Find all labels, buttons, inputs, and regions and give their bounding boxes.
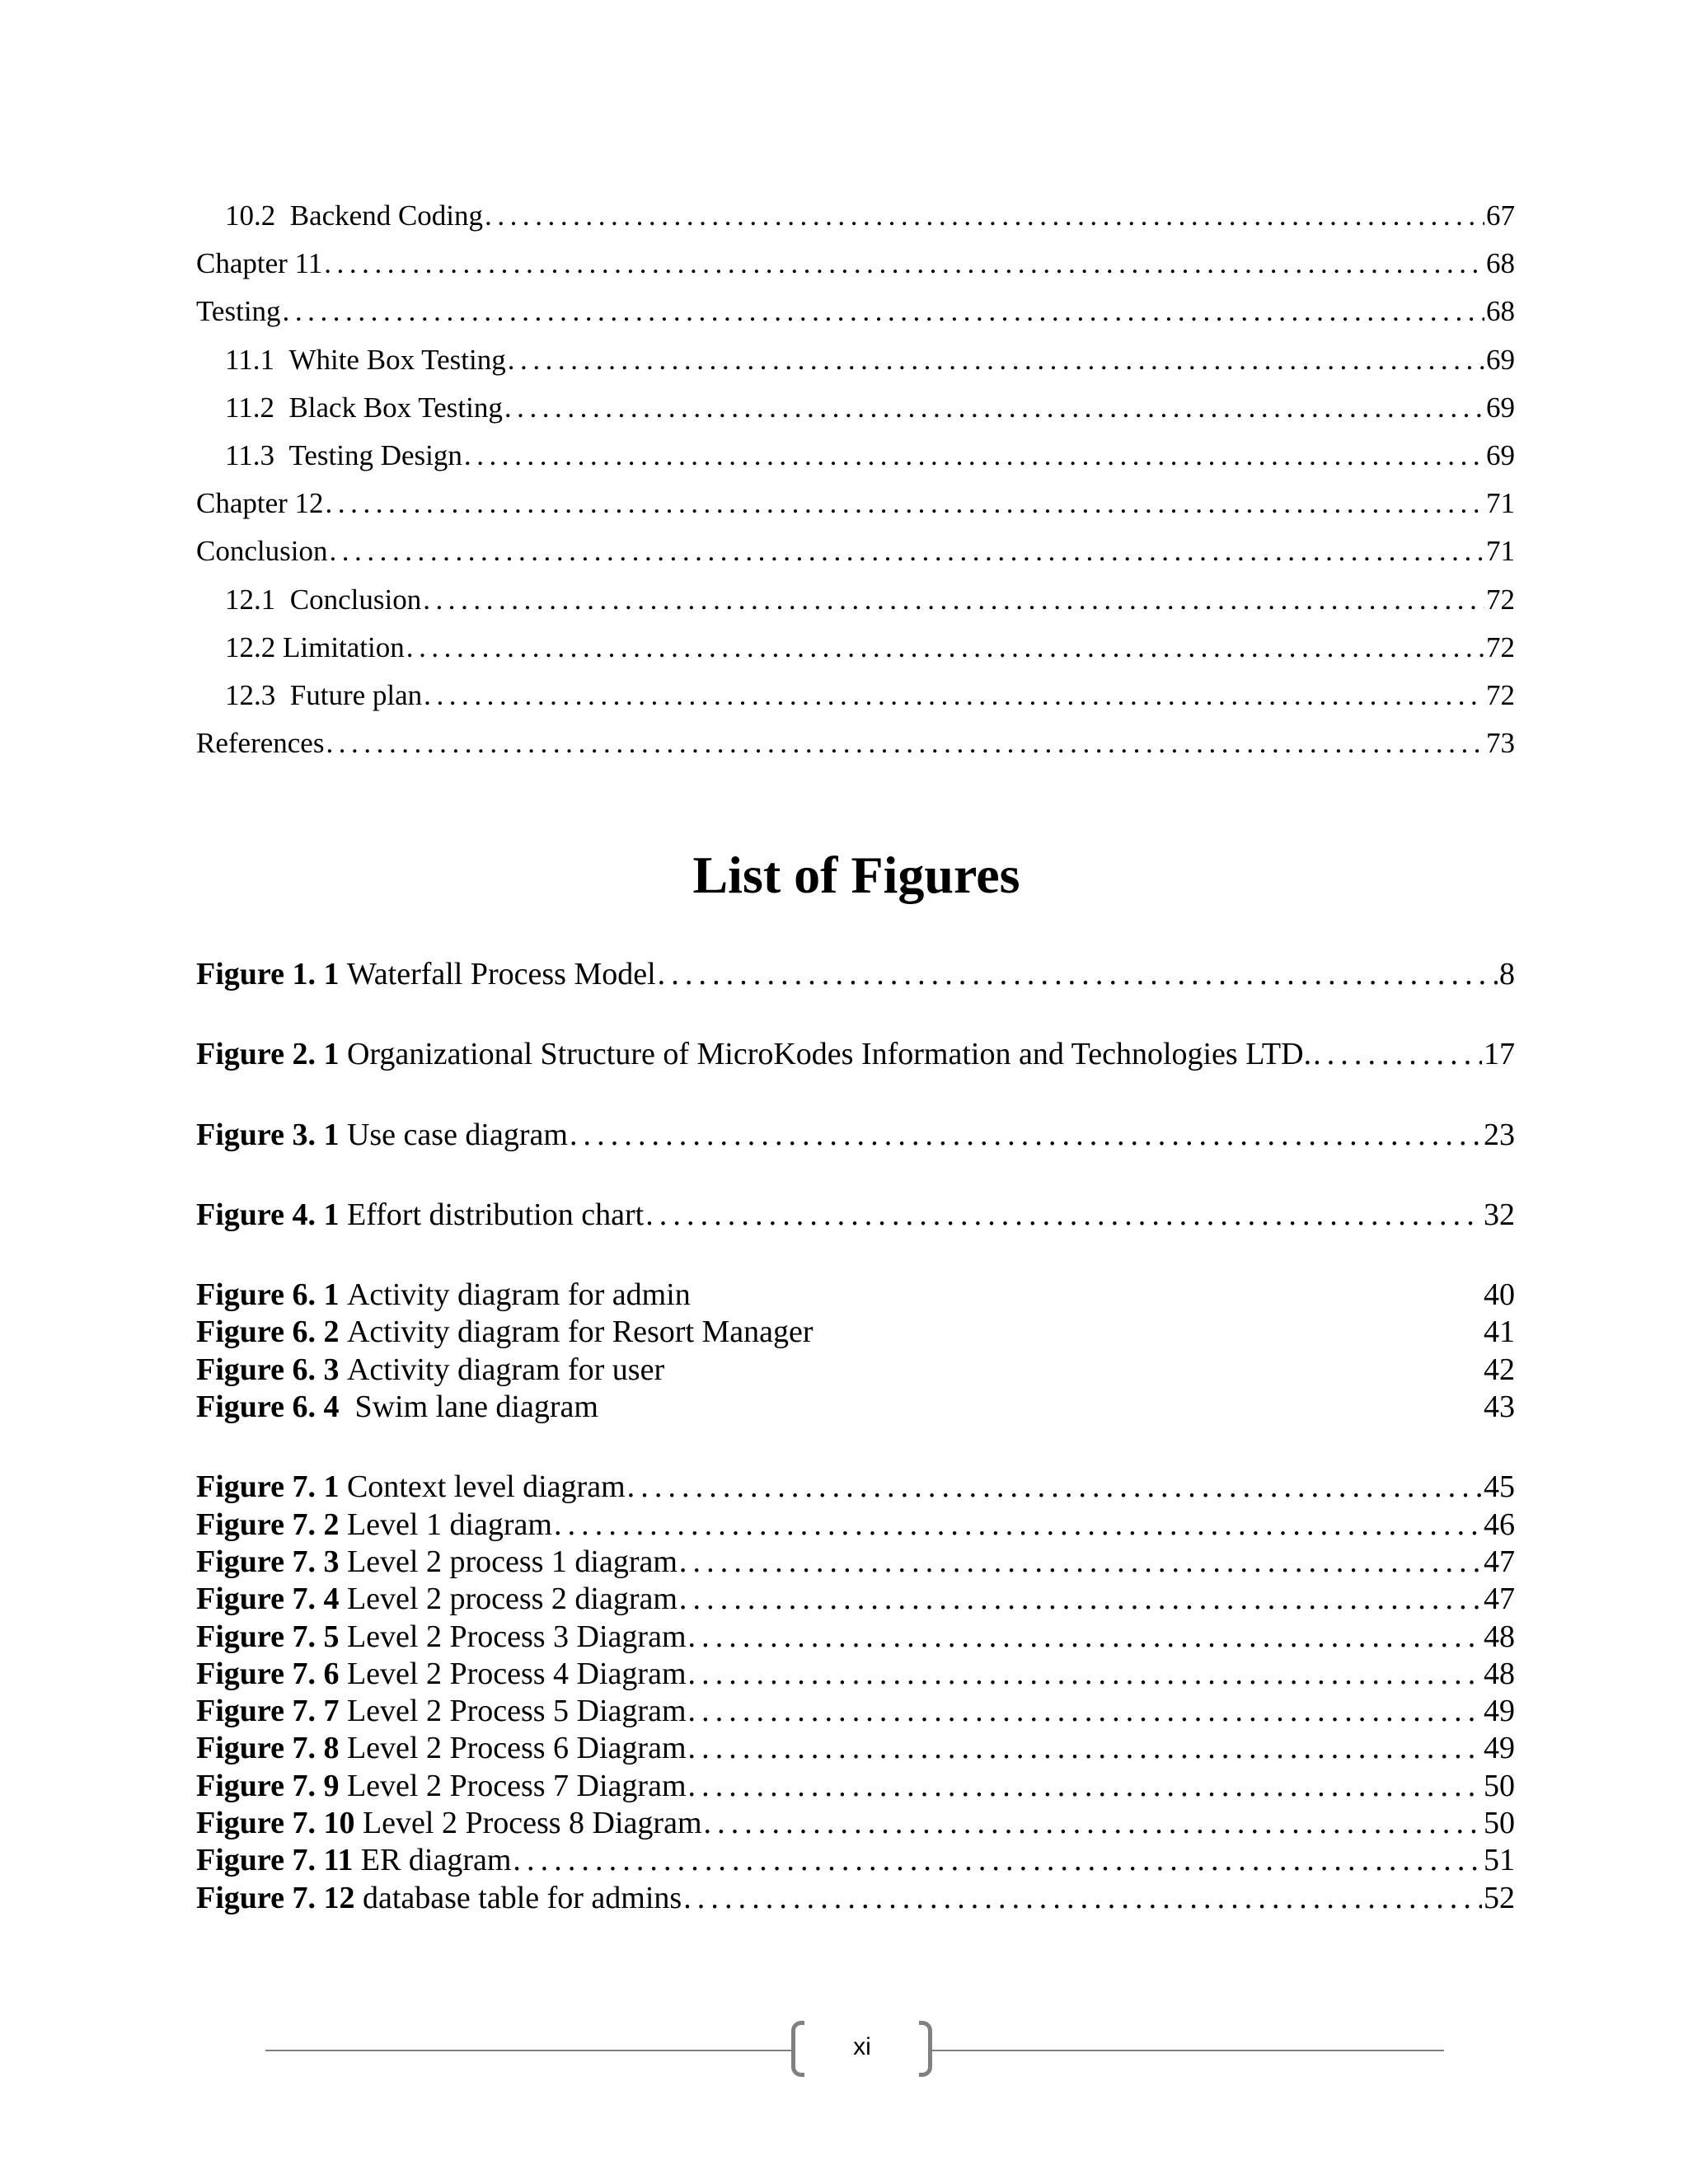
figure-page: 41 bbox=[1484, 1315, 1515, 1350]
toc-entry[interactable] bbox=[196, 384, 1515, 432]
toc-entry-page: 69 bbox=[1486, 391, 1515, 424]
toc-entry[interactable] bbox=[196, 432, 1515, 480]
page-number: xi bbox=[853, 2033, 871, 2060]
toc-entry-number: 11.2 bbox=[225, 391, 289, 424]
dot-leader bbox=[683, 1880, 1482, 1917]
dot-leader bbox=[329, 527, 1484, 575]
figure-label: Figure 6. 1 bbox=[196, 1277, 340, 1313]
figure-caption: ER diagram bbox=[360, 1843, 512, 1878]
figure-caption: Context level diagram bbox=[346, 1469, 626, 1505]
figure-label: Figure 7. 9 bbox=[196, 1768, 340, 1803]
figure-entry[interactable] bbox=[196, 1730, 1515, 1767]
figure-page: 48 bbox=[1484, 1619, 1515, 1654]
figure-entry[interactable] bbox=[196, 1693, 1515, 1730]
dot-leader bbox=[627, 1469, 1482, 1506]
dot-leader bbox=[688, 1619, 1483, 1656]
dot-leader bbox=[688, 1768, 1483, 1805]
figure-entry[interactable] bbox=[196, 1352, 1515, 1389]
dot-leader bbox=[504, 384, 1484, 432]
figure-label: Figure 3. 1 bbox=[196, 1117, 340, 1152]
figure-label: Figure 7. 8 bbox=[196, 1731, 340, 1766]
figure-page: 8 bbox=[1499, 957, 1515, 991]
dot-leader bbox=[423, 576, 1484, 624]
figure-label: Figure 7. 11 bbox=[196, 1843, 354, 1878]
dot-leader bbox=[688, 1693, 1483, 1730]
toc-entry[interactable] bbox=[196, 192, 1515, 240]
figure-group bbox=[196, 1036, 1515, 1073]
list-of-figures bbox=[196, 956, 1515, 1960]
figure-entry[interactable] bbox=[196, 1117, 1515, 1154]
toc-entry-number: 11.3 bbox=[225, 438, 289, 471]
figure-label: Figure 6. 2 bbox=[196, 1315, 340, 1350]
figure-caption: Level 2 Process 3 Diagram bbox=[346, 1619, 687, 1654]
figure-entry[interactable] bbox=[196, 1507, 1515, 1544]
figure-caption: Use case diagram bbox=[346, 1117, 568, 1152]
figure-caption: Level 2 Process 8 Diagram bbox=[362, 1806, 702, 1841]
list-of-figures-title: List of Figures bbox=[692, 846, 1020, 904]
figure-entry[interactable] bbox=[196, 1314, 1515, 1351]
dot-leader bbox=[570, 1117, 1482, 1154]
toc-entry-label: Chapter 12 bbox=[196, 487, 324, 520]
figure-label: Figure 7. 4 bbox=[196, 1582, 340, 1617]
dot-leader bbox=[513, 1842, 1482, 1879]
toc-entry[interactable] bbox=[196, 672, 1515, 719]
toc-entry-number: 12.3 bbox=[225, 678, 290, 711]
figure-entry[interactable] bbox=[196, 1842, 1515, 1879]
dot-leader bbox=[554, 1507, 1482, 1544]
dot-leader bbox=[406, 624, 1484, 672]
dot-leader bbox=[679, 1581, 1482, 1618]
toc-entry-page: 71 bbox=[1486, 487, 1515, 520]
figure-page: 40 bbox=[1484, 1277, 1515, 1313]
figure-entry[interactable] bbox=[196, 1768, 1515, 1805]
toc-entry[interactable] bbox=[196, 624, 1515, 672]
toc-entry-label: References bbox=[196, 727, 325, 760]
figure-caption: Level 2 process 1 diagram bbox=[346, 1544, 678, 1579]
toc-entry-number: 10.2 bbox=[225, 199, 290, 232]
toc-entry-page: 67 bbox=[1486, 199, 1515, 232]
toc-entry[interactable] bbox=[196, 527, 1515, 575]
figure-label: Figure 7. 2 bbox=[196, 1507, 340, 1542]
toc-entry-label: Future plan bbox=[289, 678, 423, 711]
figure-caption: Swim lane diagram bbox=[346, 1390, 598, 1425]
figure-page: 43 bbox=[1484, 1390, 1515, 1425]
figure-label: Figure 7. 6 bbox=[196, 1656, 340, 1691]
dot-leader bbox=[688, 1656, 1483, 1693]
dot-leader bbox=[324, 240, 1484, 288]
toc-entry-page: 73 bbox=[1486, 727, 1515, 760]
toc-entry-number: 11.1 bbox=[225, 343, 289, 376]
figure-page: 32 bbox=[1484, 1197, 1515, 1232]
figure-page: 46 bbox=[1484, 1507, 1515, 1542]
dot-leader bbox=[424, 672, 1484, 719]
figure-caption: Effort distribution chart bbox=[346, 1197, 645, 1232]
figure-page: 45 bbox=[1484, 1469, 1515, 1505]
dot-leader bbox=[464, 432, 1484, 480]
toc-entry-page: 72 bbox=[1486, 583, 1515, 616]
dot-leader bbox=[485, 192, 1484, 240]
figure-caption: Level 2 Process 5 Diagram bbox=[346, 1694, 687, 1729]
toc-entry-label: Testing Design bbox=[288, 438, 462, 471]
toc-entry[interactable] bbox=[196, 336, 1515, 384]
figure-caption: Level 2 process 2 diagram bbox=[346, 1582, 678, 1617]
figure-page: 47 bbox=[1484, 1582, 1515, 1617]
figure-caption: Organizational Structure of MicroKodes Information and Technologies LTD. bbox=[346, 1037, 1312, 1072]
figure-group bbox=[196, 1469, 1515, 1917]
figure-label: Figure 7. 1 bbox=[196, 1469, 340, 1505]
toc-entry-label: White Box Testing bbox=[288, 343, 506, 376]
toc-entry-page: 69 bbox=[1486, 343, 1515, 376]
figure-page: 50 bbox=[1484, 1806, 1515, 1841]
toc-entry-page: 69 bbox=[1486, 438, 1515, 471]
figure-entry[interactable] bbox=[196, 1197, 1515, 1234]
figure-entry[interactable] bbox=[196, 1805, 1515, 1842]
figure-label: Figure 7. 12 bbox=[196, 1880, 355, 1915]
figure-group bbox=[196, 1277, 1515, 1426]
figure-entry[interactable] bbox=[196, 956, 1515, 993]
figure-page: 17 bbox=[1484, 1037, 1515, 1072]
footer-rule-left bbox=[265, 2050, 793, 2051]
figure-caption: Activity diagram for user bbox=[346, 1352, 665, 1387]
toc-entry[interactable] bbox=[196, 576, 1515, 624]
figure-caption: database table for admins bbox=[362, 1880, 682, 1915]
toc-entry-number: 12.2 bbox=[225, 630, 283, 663]
footer-rule-right bbox=[930, 2050, 1444, 2051]
toc-entry[interactable] bbox=[196, 719, 1515, 767]
figure-page: 52 bbox=[1484, 1880, 1515, 1915]
figure-page: 49 bbox=[1484, 1694, 1515, 1729]
figure-entry[interactable] bbox=[196, 1389, 1515, 1426]
dot-leader bbox=[704, 1805, 1483, 1842]
figure-entry[interactable] bbox=[196, 1656, 1515, 1693]
figure-entry[interactable] bbox=[196, 1880, 1515, 1917]
dot-leader bbox=[283, 288, 1484, 335]
figure-entry[interactable] bbox=[196, 1036, 1515, 1073]
figure-caption: Level 2 Process 6 Diagram bbox=[346, 1731, 687, 1766]
figure-label: Figure 1. 1 bbox=[196, 957, 340, 991]
toc-entry-label: Black Box Testing bbox=[288, 391, 503, 424]
dot-leader bbox=[508, 336, 1484, 384]
toc-entry-label: Conclusion bbox=[289, 583, 422, 616]
figure-entry[interactable] bbox=[196, 1619, 1515, 1656]
figure-caption: Activity diagram for Resort Manager bbox=[346, 1315, 814, 1350]
toc-entry-label: Testing bbox=[196, 295, 281, 328]
toc-entry-label: Limitation bbox=[283, 630, 405, 663]
figure-page: 47 bbox=[1484, 1544, 1515, 1579]
figure-label: Figure 2. 1 bbox=[196, 1037, 340, 1072]
toc-entry-page: 68 bbox=[1486, 295, 1515, 328]
figure-label: Figure 6. 4 bbox=[196, 1390, 340, 1425]
figure-entry[interactable] bbox=[196, 1544, 1515, 1581]
dot-leader bbox=[679, 1544, 1482, 1581]
toc-entry-number: 12.1 bbox=[225, 583, 290, 616]
figure-caption: Level 1 diagram bbox=[346, 1507, 552, 1542]
toc-entry-page: 71 bbox=[1486, 535, 1515, 568]
figure-entry[interactable] bbox=[196, 1469, 1515, 1506]
table-of-contents bbox=[196, 192, 1515, 767]
toc-entry-label: Backend Coding bbox=[289, 199, 484, 232]
figure-caption: Waterfall Process Model bbox=[346, 957, 656, 991]
left-brace-icon bbox=[791, 2021, 804, 2077]
figure-caption: Activity diagram for admin bbox=[346, 1277, 691, 1313]
toc-entry-label: Chapter 11 bbox=[196, 247, 323, 280]
page-footer bbox=[265, 2019, 1444, 2082]
dot-leader bbox=[645, 1197, 1482, 1234]
figure-page: 23 bbox=[1484, 1117, 1515, 1152]
figure-caption: Level 2 Process 7 Diagram bbox=[346, 1768, 687, 1803]
right-brace-icon bbox=[919, 2021, 932, 2077]
dot-leader bbox=[326, 480, 1484, 527]
figure-group bbox=[196, 1197, 1515, 1234]
figure-label: Figure 7. 7 bbox=[196, 1694, 340, 1729]
toc-entry[interactable] bbox=[196, 480, 1515, 527]
dot-leader bbox=[658, 956, 1498, 993]
figure-label: Figure 7. 5 bbox=[196, 1619, 340, 1654]
toc-entry-page: 68 bbox=[1486, 247, 1515, 280]
figure-label: Figure 6. 3 bbox=[196, 1352, 340, 1387]
figure-caption: Level 2 Process 4 Diagram bbox=[346, 1656, 687, 1691]
toc-entry-page: 72 bbox=[1486, 630, 1515, 663]
dot-leader bbox=[326, 719, 1484, 767]
figure-page: 51 bbox=[1484, 1843, 1515, 1878]
figure-group bbox=[196, 956, 1515, 993]
toc-entry-page: 72 bbox=[1486, 678, 1515, 711]
figure-label: Figure 7. 10 bbox=[196, 1806, 355, 1841]
figure-label: Figure 7. 3 bbox=[196, 1544, 340, 1579]
toc-entry-label: Conclusion bbox=[196, 535, 328, 568]
toc-entry[interactable] bbox=[196, 288, 1515, 335]
figure-page: 50 bbox=[1484, 1768, 1515, 1803]
figure-page: 49 bbox=[1484, 1731, 1515, 1766]
figure-label: Figure 4. 1 bbox=[196, 1197, 340, 1232]
figure-page: 48 bbox=[1484, 1656, 1515, 1691]
figure-group bbox=[196, 1117, 1515, 1154]
figure-entry[interactable] bbox=[196, 1581, 1515, 1618]
figure-page: 42 bbox=[1484, 1352, 1515, 1387]
figure-entry[interactable] bbox=[196, 1277, 1515, 1314]
dot-leader bbox=[688, 1730, 1483, 1767]
toc-entry[interactable] bbox=[196, 240, 1515, 288]
dot-leader bbox=[1313, 1036, 1482, 1073]
